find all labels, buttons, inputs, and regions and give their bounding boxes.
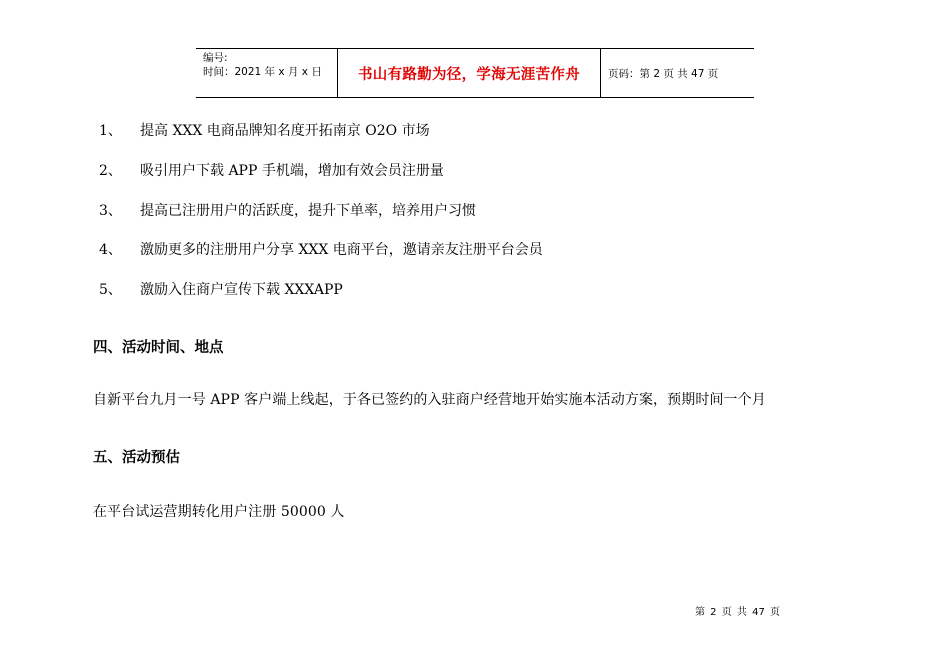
section-heading-time-place: 四、活动时间、地点 [93, 340, 224, 356]
header-page-code: 页码：第 2 页 共 47 页 [608, 67, 719, 80]
goal-item-1 [99, 122, 430, 140]
section-body-estimate: 在平台试运营期转化用户注册 50000 人 [93, 504, 345, 520]
header-motto: 书山有路勤为径，学海无涯苦作舟 [338, 49, 601, 97]
goal-item-3 [99, 202, 476, 220]
goal-text: 提高 XXX 电商品牌知名度开拓南京 O2O 市场 [140, 123, 430, 139]
section-body-time-place: 自新平台九月一号 APP 客户端上线起，于各已签约的入驻商户经营地开始实施本活动方案，预期时间一个月 [93, 392, 766, 408]
page-header-table [196, 48, 754, 98]
date-label: 时间：2021 年 x 月 x 日 [203, 66, 322, 78]
goal-number: 3、 [99, 203, 122, 219]
goal-text: 激励更多的注册用户分享 XXX 电商平台，邀请亲友注册平台会员 [140, 242, 543, 258]
goal-number: 4、 [99, 242, 122, 258]
serial-number-label: 编号: [203, 52, 228, 64]
goal-item-2 [99, 162, 444, 180]
goal-item-4 [99, 241, 543, 259]
header-meta-cell [196, 49, 338, 97]
goal-text: 提高已注册用户的活跃度，提升下单率，培养用户习惯 [140, 203, 476, 219]
goal-number: 5、 [99, 282, 122, 298]
section-heading-estimate: 五、活动预估 [93, 450, 180, 466]
goal-text: 激励入住商户宣传下载 XXXAPP [140, 282, 343, 298]
goal-text: 吸引用户下载 APP 手机端，增加有效会员注册量 [140, 163, 444, 179]
goal-item-5 [99, 281, 343, 299]
goal-number: 2、 [99, 163, 122, 179]
page-footer-number: 第 2 页 共 47 页 [695, 607, 780, 618]
goal-number: 1、 [99, 123, 122, 139]
